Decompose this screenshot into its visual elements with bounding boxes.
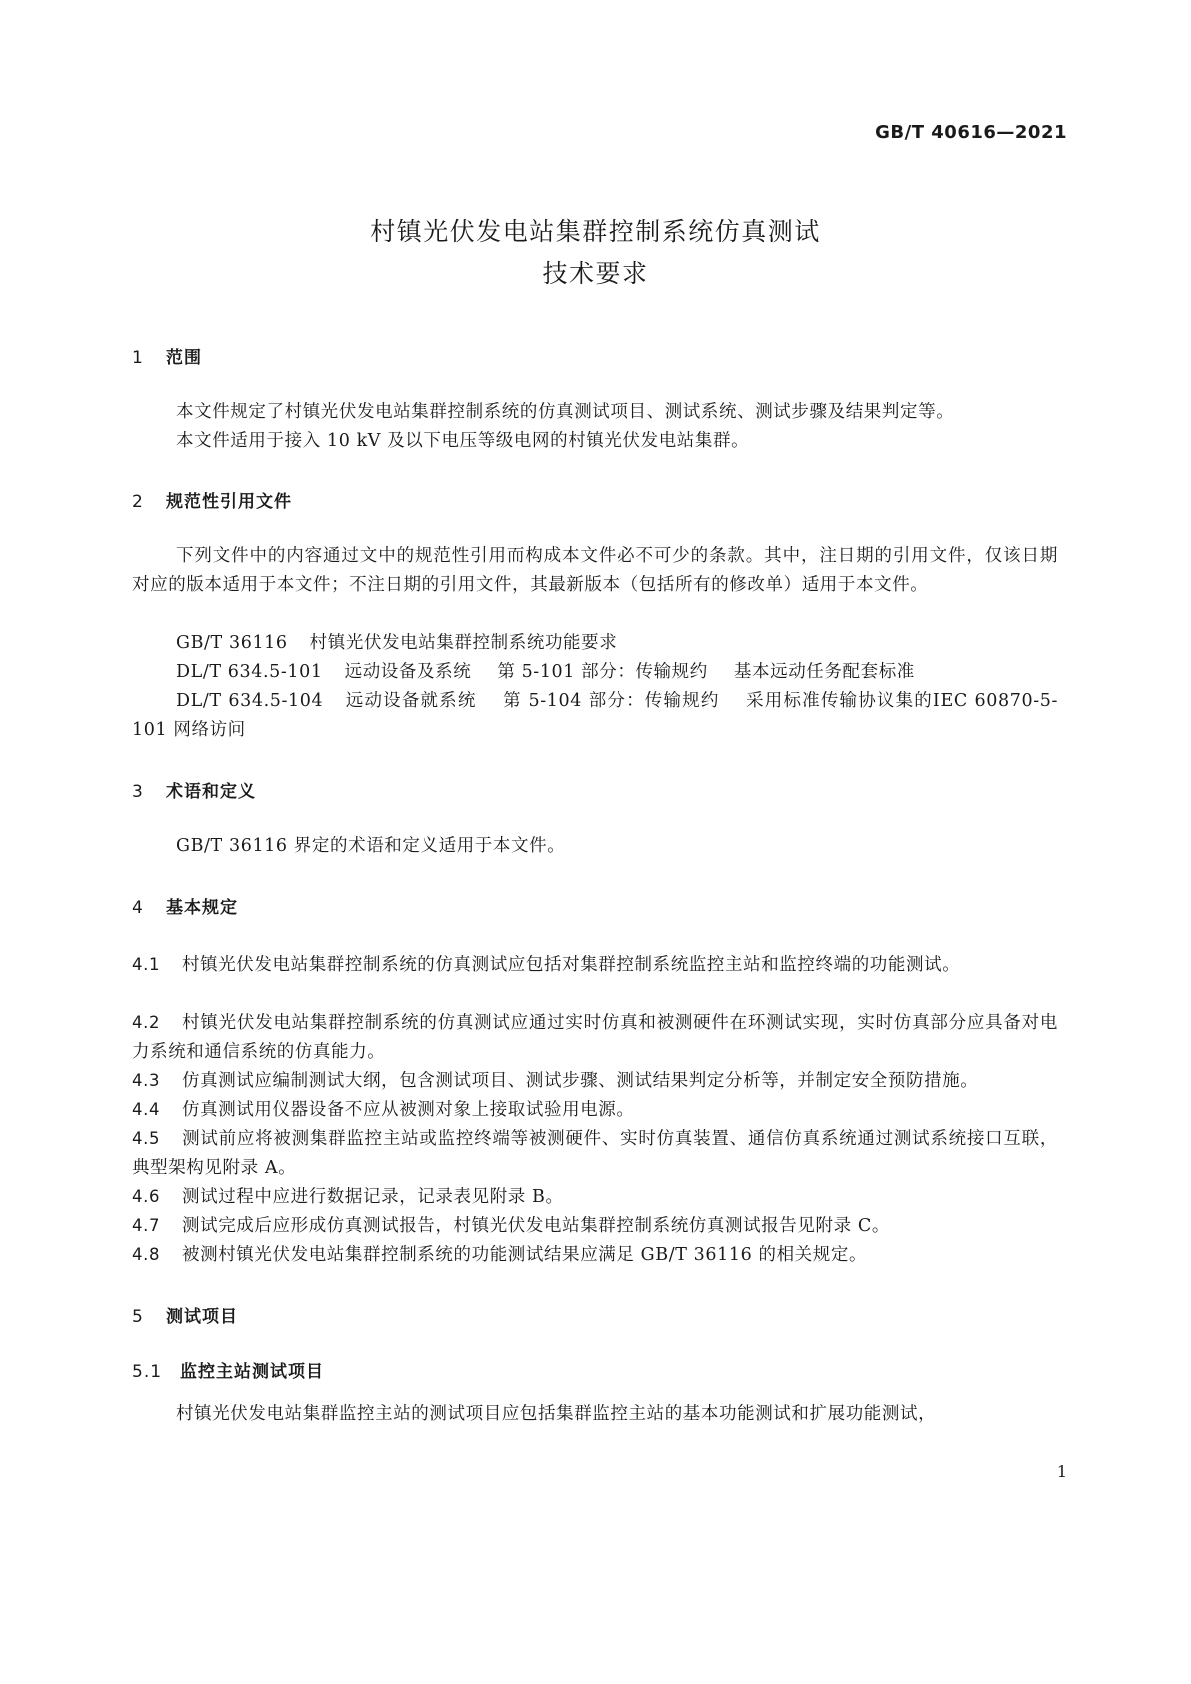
section-3-paragraph-1: GB/T 36116 界定的术语和定义适用于本文件。 [176,836,566,856]
section-number: 5 [132,1307,144,1327]
section-2-paragraph-1: 下列文件中的内容通过文中的规范性引用而构成本文件必不可少的条款。其中，注日期的引用文件，仅该日期对应的版本适用于本文件；不注日期的引用文件，其最新版本（包括所有的修改单）适用于本文件。 [132,546,1058,595]
clause-text: 村镇光伏发电站集群控制系统的仿真测试应包括对集群控制系统监控主站和监控终端的功能测试。 [182,955,961,975]
section-number: 1 [132,348,144,368]
clause-text: 仿真测试应编制测试大纲，包含测试项目、测试步骤、测试结果判定分析等，并制定安全预防措施。 [182,1071,979,1091]
section-4-heading [132,893,238,918]
section-title: 基本规定 [166,898,238,918]
reference-tail: 基本远动任务配套标准 [733,662,915,682]
section-title: 规范性引用文件 [166,492,292,512]
subsection-title: 监控主站测试项目 [180,1362,324,1382]
reference-part: 第 5-101 部分：传输规约 [497,662,708,682]
document-title-line2: 技术要求 [542,259,649,288]
section-number: 2 [132,492,144,512]
reference-code: GB/T 36116 [176,633,288,653]
clause-number: 4.2 [132,1013,161,1032]
section-1-paragraph-2: 本文件适用于接入 10 kV 及以下电压等级电网的村镇光伏发电站集群。 [176,431,750,451]
clause-number: 4.4 [132,1100,161,1119]
clause-text: 测试完成后应形成仿真测试报告，村镇光伏发电站集群控制系统仿真测试报告见附录 C。 [182,1216,890,1236]
reference-code: DL/T 634.5-104 [176,691,324,711]
section-1-paragraph-1: 本文件规定了村镇光伏发电站集群控制系统的仿真测试项目、测试系统、测试步骤及结果判定等。 [176,402,955,422]
reference-title: 远动设备就系统 [345,691,477,711]
clause-number: 4.8 [132,1245,161,1264]
section-number: 4 [132,898,144,918]
subsection-5-1-heading [132,1357,324,1382]
section-number: 3 [132,782,144,802]
document-number: GB/T 40616—2021 [875,122,1067,143]
section-5-heading [132,1302,238,1327]
clause-number: 4.1 [132,955,161,974]
reference-part: 第 5-104 部分：传输规约 [502,691,720,711]
clause-text: 测试前应将被测集群监控主站或监控终端等被测硬件、实时仿真装置、通信仿真系统通过测试系统接口互联，典型架构见附录 A。 [132,1129,1058,1178]
section-2-heading [132,487,292,512]
clause-number: 4.7 [132,1216,161,1235]
clause-4-4 [132,1095,1058,1125]
reference-title: 远动设备及系统 [344,662,472,682]
clause-4-2 [132,1008,1058,1067]
clause-text: 被测村镇光伏发电站集群控制系统的功能测试结果应满足 GB/T 36116 的相关规定。 [182,1245,868,1265]
clause-number: 4.3 [132,1071,161,1090]
clause-text: 村镇光伏发电站集群控制系统的仿真测试应通过实时仿真和被测硬件在环测试实现，实时仿真部分应具备对电力系统和通信系统的仿真能力。 [132,1013,1058,1062]
document-title-line1: 村镇光伏发电站集群控制系统仿真测试 [370,217,821,246]
clause-4-6 [132,1182,1058,1212]
reference-title: 村镇光伏发电站集群控制系统功能要求 [309,633,618,653]
clause-4-3 [132,1066,1058,1096]
section-1-heading [132,343,202,368]
section-3-heading [132,777,256,802]
reference-code: DL/T 634.5-101 [176,662,323,682]
section-title: 术语和定义 [166,782,256,802]
section-title: 测试项目 [166,1307,238,1327]
page-number: 1 [1056,1462,1067,1481]
reference-item [176,629,1058,658]
clause-text: 仿真测试用仪器设备不应从被测对象上接取试验用电源。 [182,1100,635,1120]
section-title: 范围 [166,348,202,368]
reference-item [132,687,1058,745]
clause-number: 4.6 [132,1187,161,1206]
clause-number: 4.5 [132,1129,161,1148]
clause-text: 测试过程中应进行数据记录，记录表见附录 B。 [182,1187,564,1207]
reference-item [176,658,1058,687]
clause-4-7 [132,1211,1058,1241]
subsection-number: 5.1 [132,1362,163,1382]
clause-4-1 [132,950,1058,980]
reference-tail: 采用标准传输协议集的IEC 60870-5-101 网络访问 [132,691,1058,740]
clause-4-5 [132,1124,1058,1183]
subsection-5-1-paragraph-1: 村镇光伏发电站集群监控主站的测试项目应包括集群监控主站的基本功能测试和扩展功能测试， [176,1404,937,1424]
clause-4-8 [132,1240,1058,1270]
